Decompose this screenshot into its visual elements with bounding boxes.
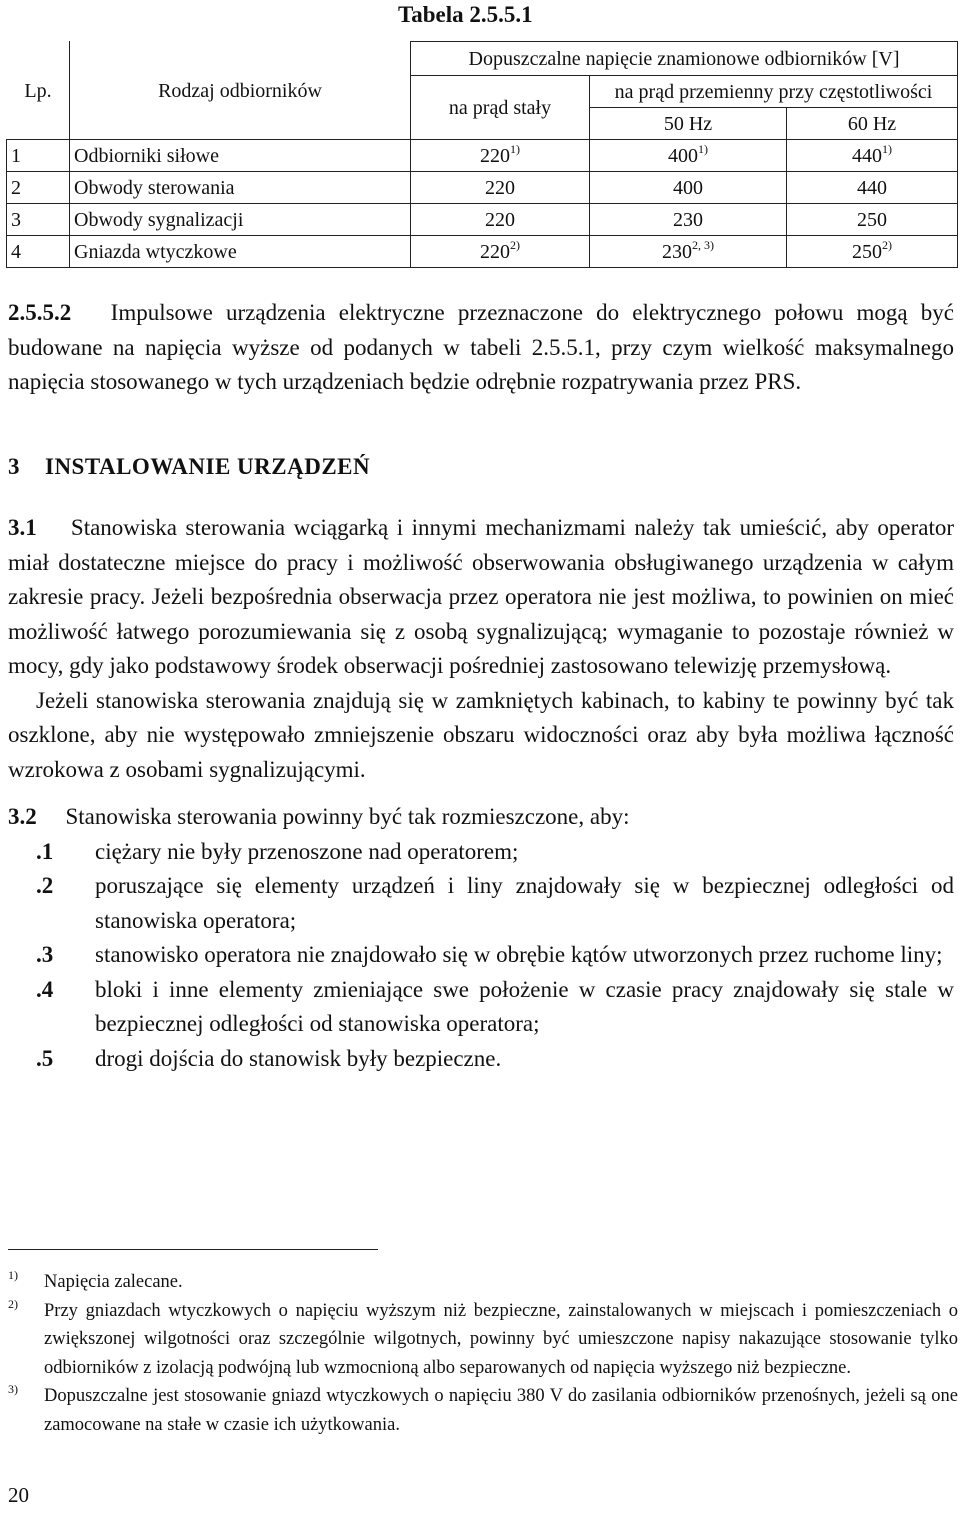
row-ac50: 230: [590, 204, 787, 236]
footnote: 2) Przy gniazdach wtyczkowych o napięciu wyższym niż bezpieczne, zainstalowanych w miejscach i pomieszczeniach o zwiększonej wilgotności oraz szczególnie wilgotnych, powinny być umieszczone napisy nakazujące stosowanie tylko odbiorników z izolacją podwójną lub wzmocnioną albo separowanych od napięcia wyższego niż bezpieczne.: [8, 1296, 958, 1378]
row-dc: 220$^{2)}$: [411, 236, 590, 268]
list-item: .4 bloki i inne elementy zmieniające swe położenie w czasie pracy znajdowały się stale w bezpiecznej odległości od stanowiska operatora;: [36, 976, 954, 1036]
paragraph-label: 3.2: [8, 804, 37, 829]
row-lp: 2: [7, 172, 70, 204]
paragraph-label: 2.5.5.2: [8, 300, 72, 325]
paragraph-3-1: [8, 511, 954, 684]
row-dc: 220: [411, 204, 590, 236]
row-ac60: 250: [787, 204, 958, 236]
header-allowed-voltage: Dopuszczalne napięcie znamionowe odbiorników [V]: [411, 42, 958, 76]
footnote-ref: 1): [698, 141, 708, 156]
row-lp: 4: [7, 236, 70, 268]
paragraph-3-2: [8, 800, 954, 835]
body-text-lower: [8, 511, 954, 1076]
header-ac: na prąd przemienny przy częstotliwości: [590, 76, 958, 108]
row-name: Gniazda wtyczkowe: [70, 236, 411, 268]
footnote-divider: [8, 1249, 378, 1250]
paragraph-2-5-5-2: [8, 296, 954, 400]
table-header-row: [7, 42, 958, 76]
header-type: Rodzaj odbiorników: [70, 42, 411, 140]
row-name: Obwody sygnalizacji: [70, 204, 411, 236]
footnote-ref: 2, 3): [692, 237, 714, 252]
row-name: Odbiorniki siłowe: [70, 140, 411, 172]
paragraph-text: Stanowiska sterowania powinny być tak rozmieszczone, aby:: [65, 804, 630, 829]
row-lp: 3: [7, 204, 70, 236]
footnotes: [8, 1268, 958, 1439]
paragraph-text: Impulsowe urządzenia elektryczne przeznaczone do elektrycznego połowu mogą być budowane na napięcia wyższe od podanych w tabeli 2.5.5.1, przy czym wielkość maksymalnego napięcia stosowanego w tych urządzeniach będzie odrębnie rozpatrywania przez PRS.: [8, 300, 954, 394]
paragraph-label: 3.1: [8, 515, 37, 540]
table-row: [7, 172, 958, 204]
row-ac50: 230$^{2, 3)}$: [590, 236, 787, 268]
row-dc: 220$^{1)}$: [411, 140, 590, 172]
voltage-table: [6, 41, 958, 268]
paragraph-3-1-continued: Jeżeli stanowiska sterowania znajdują się w zamkniętych kabinach, to kabiny te powinny być tak oszklone, aby nie występowało zmniejszenie obszaru widoczności oraz aby była możliwa łączność wzrokowa z osobami sygnalizującymi.: [8, 687, 954, 782]
footnote-ref: 2): [882, 237, 892, 252]
table-row: [7, 204, 958, 236]
body-text-upper: [8, 296, 954, 400]
section-heading: 3 INSTALOWANIE URZĄDZEŃ: [8, 454, 371, 479]
table-title: Tabela 2.5.5.1: [398, 2, 533, 27]
header-dc: na prąd stały: [411, 76, 590, 140]
footnote-ref: 1): [510, 141, 520, 156]
paragraph-text: Stanowiska sterowania wciągarką i innymi mechanizmami należy tak umieścić, aby operator miał dostateczne miejsce do pracy i możliwość obserwowania obsługiwanego urządzenia w całym zakresie pracy. Jeżeli bezpośrednia obserwacja przez operatora nie jest możliwa, to powinien on mieć możliwość łatwego porozumiewania się z osobą sygnalizującą; wymaganie to pozostaje również w mocy, gdy jako podstawowy środek obserwacji pośredniej zastosowano telewizję przemysłową.: [8, 515, 955, 678]
row-ac50: 400$^{1)}$: [590, 140, 787, 172]
header-60hz: 60 Hz: [787, 108, 958, 140]
row-ac50: 400: [590, 172, 787, 204]
table-row: [7, 236, 958, 268]
footnote: 3) Dopuszczalne jest stosowanie gniazd wtyczkowych o napięciu 380 V do zasilania odbiorników przenośnych, jeżeli są one zamocowane na stałe w czasie ich użytkowania.: [8, 1382, 958, 1435]
row-lp: 1: [7, 140, 70, 172]
page-number: 20: [8, 1483, 29, 1507]
list-item: .2 poruszające się elementy urządzeń i liny znajdowały się w bezpiecznej odległości od stanowiska operatora;: [36, 873, 954, 933]
footnote: 1) Napięcia zalecane.: [8, 1268, 183, 1292]
header-lp: Lp.: [7, 42, 70, 140]
row-ac60: 440$^{1)}$: [787, 140, 958, 172]
row-dc: 220: [411, 172, 590, 204]
footnote-ref: 2): [510, 237, 520, 252]
list-item: .1 ciężary nie były przenoszone nad operatorem;: [36, 838, 519, 864]
list-item: .3 stanowisko operatora nie znajdowało się w obrębie kątów utworzonych przez ruchome liny;: [36, 942, 943, 967]
table-row: [7, 140, 958, 172]
list-item: .5 drogi dojścia do stanowisk były bezpieczne.: [36, 1045, 502, 1071]
row-name: Obwody sterowania: [70, 172, 411, 204]
header-50hz: 50 Hz: [590, 108, 787, 140]
footnote-ref: 1): [882, 141, 892, 156]
row-ac60: 250$^{2)}$: [787, 236, 958, 268]
row-ac60: 440: [787, 172, 958, 204]
